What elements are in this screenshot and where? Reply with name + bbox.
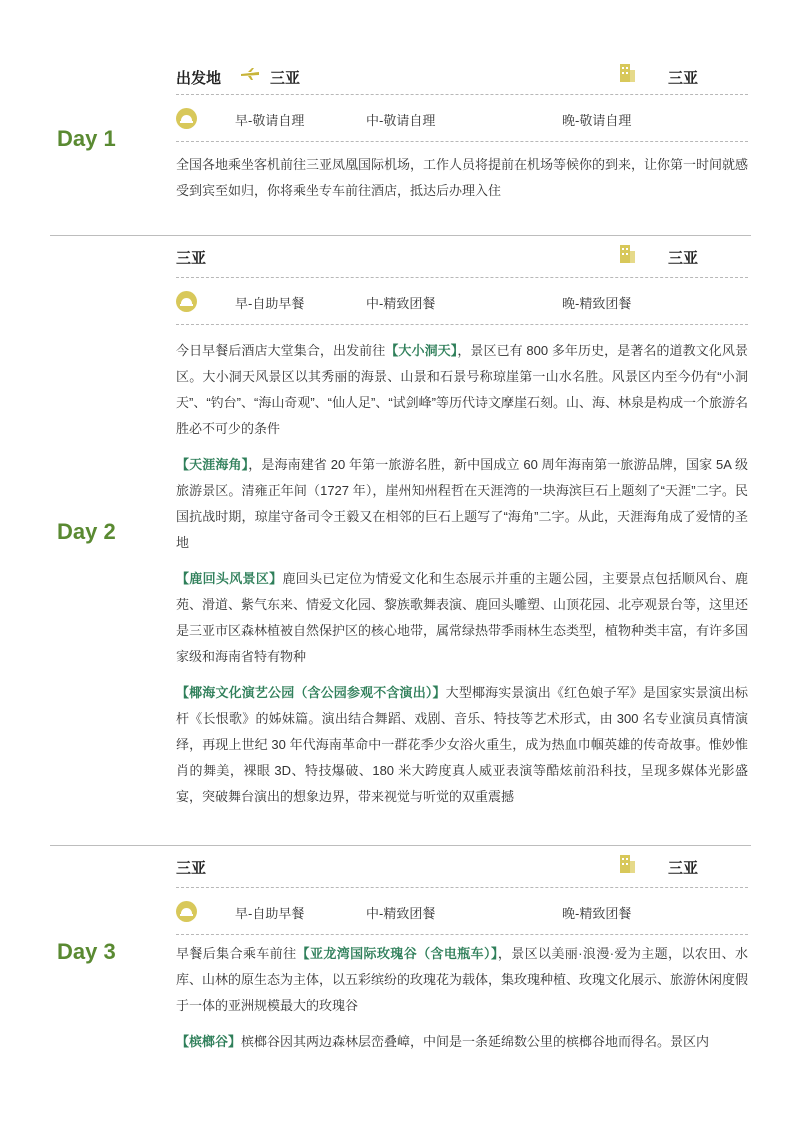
meal-icon [176,901,197,922]
attraction-name: 【椰海文化演艺公园（含公园参观不含演出）】 [176,685,446,700]
breakfast: 早-自助早餐 [235,906,305,921]
hotel-name: 三亚 [668,70,699,87]
day-label: Day 2 [57,519,116,544]
paragraph-text: 槟榔谷因其两边森林层峦叠嶂，中间是一条延绵数公里的槟榔谷地而得名。景区内 [241,1034,710,1049]
route-row [176,58,748,95]
meal-icon [176,108,197,129]
departure-city: 三亚 [176,250,207,267]
day-3-section [50,846,751,1116]
day-label: Day 1 [57,126,116,151]
description-paragraph [176,1029,748,1055]
breakfast: 早-敬请自理 [235,113,305,128]
paragraph-text: ，是海南建省 20 年第一旅游名胜，新中国成立 60 周年海南第一旅游品牌，国家 5A 级旅游景区。清雍正年间（1727 年），崖州知州程哲在天涯湾的一块海滨巨石上题刻了“天涯”二字。民国抗战时期，琼崖守备司令王毅又在相邻的巨石上题写了“海角”二字。从此，天涯海角成了爱情的圣地 [176,457,748,550]
paragraph-text: ，景区以美丽·浪漫·爱为主题，以农田、水库、山林的原生态为主体，以五彩缤纷的玫瑰花为载体，集玫瑰种植、玫瑰文化展示、旅游休闲度假于一体的亚洲规模最大的玫瑰谷 [176,946,749,1013]
attraction-name: 【鹿回头风景区】 [176,571,283,586]
departure-city: 出发地 [176,70,222,87]
route-row [176,846,748,888]
hotel-icon [620,64,635,82]
hotel-name: 三亚 [668,250,699,267]
description-paragraph [176,680,748,810]
meal-row [176,278,748,325]
dinner: 晚-敬请自理 [562,113,632,128]
description-paragraph [176,566,748,670]
dinner: 晚-精致团餐 [562,906,632,921]
description-paragraph [176,338,748,442]
description-paragraph: 全国各地乘坐客机前往三亚凤凰国际机场，工作人员将提前在机场等候你的到来，让你第一时间就感受到宾至如归，你将乘坐专车前往酒店，抵达后办理入住 [176,157,749,198]
hotel-icon [620,855,635,873]
paragraph-text: 鹿回头已定位为情爱文化和生态展示并重的主题公园，主要景点包括顺风台、鹿苑、滑道、紫气东来、情爱文化园、黎族歌舞表演、鹿回头雕塑、山顶花园、北亭观景台等，这里还是三亚市区森林植被自然保护区的核心地带，属常绿热带季雨林生态类型，植物种类丰富，有许多国家级和海南省特有物种 [176,571,749,664]
plane-icon [240,66,260,85]
hotel-name: 三亚 [668,860,699,877]
lunch: 中-敬请自理 [366,113,436,128]
attraction-name: 【大小洞天】 [385,343,458,358]
route-row [176,236,748,278]
lunch: 中-精致团餐 [366,906,436,921]
breakfast: 早-自助早餐 [235,296,305,311]
meal-row [176,95,748,142]
day-2-section [50,236,751,844]
paragraph-text: 早餐后集合乘车前往 [176,946,297,961]
paragraph-text: 大型椰海实景演出《红色娘子军》是国家实景演出标杆《长恨歌》的姊妹篇。演出结合舞蹈、戏剧、音乐、特技等艺术形式，由 300 名专业演员真情演绎，再现上世纪 30 年代海南革命中一群花季少女浴火重生，成为热血巾帼英雄的传奇故事。惟妙惟肖的舞美，裸眼 3D、特技爆破、180 米大跨度真人威亚表演等酷炫前沿科技，呈现多媒体光影盛宴，突破舞台演出的想象边界，带来视觉与听觉的双重震撼 [176,685,748,804]
day-label: Day 3 [57,939,116,964]
attraction-name: 【槟榔谷】 [176,1034,242,1049]
description-paragraph [176,941,748,1019]
attraction-name: 【亚龙湾国际玫瑰谷（含电瓶车）】 [296,946,498,961]
destination-city: 三亚 [270,70,301,87]
attraction-name: 【天涯海角】 [176,457,249,472]
hotel-icon [620,245,635,263]
dinner: 晚-精致团餐 [562,296,632,311]
lunch: 中-精致团餐 [366,296,436,311]
paragraph-text: ，景区已有 800 多年历史，是著名的道教文化风景区。大小洞天风景区以其秀丽的海景、山景和石景号称琼崖第一山水名胜。风景区内至今仍有“小洞天”、“钓台”、“海山奇观”、“仙人足”、“试剑峰”等历代诗文摩崖石刻。山、海、林泉是构成一个旅游名胜必不可少的条件 [176,343,748,436]
paragraph-text: 今日早餐后酒店大堂集合，出发前往 [176,343,386,358]
description-paragraph [176,452,748,556]
departure-city: 三亚 [176,860,207,877]
meal-icon [176,291,197,312]
day-1-section [50,58,751,234]
meal-row [176,888,748,935]
